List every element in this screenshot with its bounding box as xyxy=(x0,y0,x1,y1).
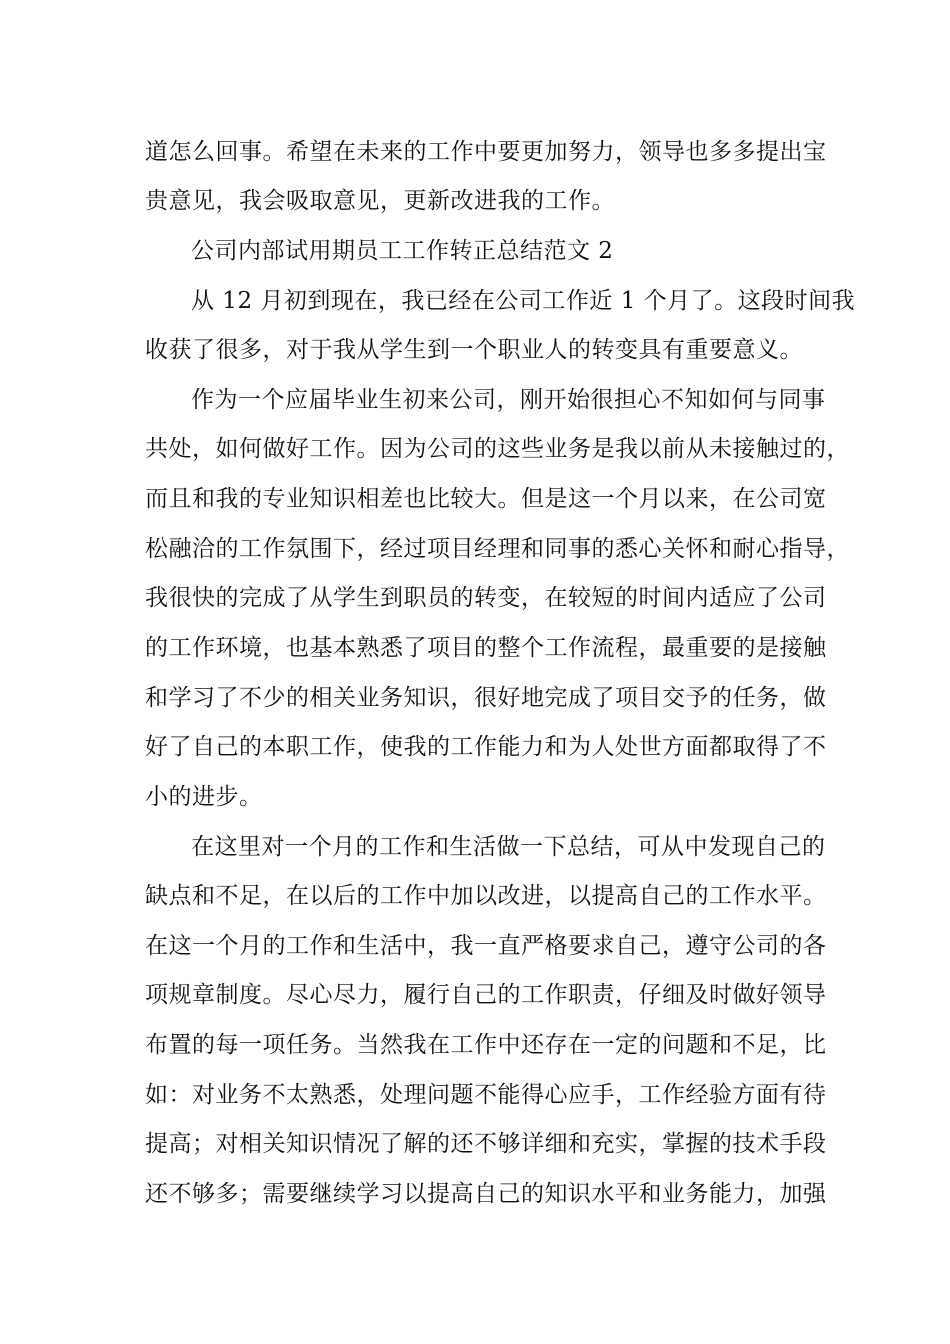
section-heading: 公司内部试用期员工工作转正总结范文 2 xyxy=(191,238,614,264)
text-line: 小的进步。 xyxy=(145,784,263,810)
text-line: 在这一个月的工作和生活中，我一直严格要求自己，遵守公司的各 xyxy=(145,933,827,959)
text-line: 作为一个应届毕业生初来公司，刚开始很担心不知如何与同事 xyxy=(191,387,826,413)
text-line: 如：对业务不太熟悉，处理问题不能得心应手，工作经验方面有待 xyxy=(145,1082,827,1108)
text-line: 布置的每一项任务。当然我在工作中还存在一定的问题和不足，比 xyxy=(145,1032,827,1058)
text-line: 从 12 月初到现在，我已经在公司工作近 1 个月了。这段时间我 xyxy=(191,288,856,314)
text-line: 贵意见，我会吸取意见，更新改进我的工作。 xyxy=(145,188,615,214)
text-line: 而且和我的专业知识相差也比较大。但是这一个月以来，在公司宽 xyxy=(145,486,827,512)
text-line: 我很快的完成了从学生到职员的转变，在较短的时间内适应了公司 xyxy=(145,585,827,611)
text-line: 缺点和不足，在以后的工作中加以改进，以提高自己的工作水平。 xyxy=(145,883,827,909)
text-line: 和学习了不少的相关业务知识，很好地完成了项目交予的任务，做 xyxy=(145,685,827,711)
text-line: 的工作环境，也基本熟悉了项目的整个工作流程，最重要的是接触 xyxy=(145,635,827,661)
text-line: 共处，如何做好工作。因为公司的这些业务是我以前从未接触过的， xyxy=(145,436,850,462)
text-line: 道怎么回事。希望在未来的工作中要更加努力，领导也多多提出宝 xyxy=(145,139,827,165)
text-line: 在这里对一个月的工作和生活做一下总结，可从中发现自己的 xyxy=(191,834,826,860)
text-line: 好了自己的本职工作，使我的工作能力和为人处世方面都取得了不 xyxy=(145,734,827,760)
text-line: 还不够多；需要继续学习以提高自己的知识水平和业务能力，加强 xyxy=(145,1181,827,1207)
text-line: 提高；对相关知识情况了解的还不够详细和充实，掌握的技术手段 xyxy=(145,1131,827,1157)
text-line: 项规章制度。尽心尽力，履行自己的工作职责，仔细及时做好领导 xyxy=(145,982,827,1008)
text-line: 松融洽的工作氛围下，经过项目经理和同事的悉心关怀和耐心指导， xyxy=(145,536,850,562)
text-line: 收获了很多，对于我从学生到一个职业人的转变具有重要意义。 xyxy=(145,337,803,363)
